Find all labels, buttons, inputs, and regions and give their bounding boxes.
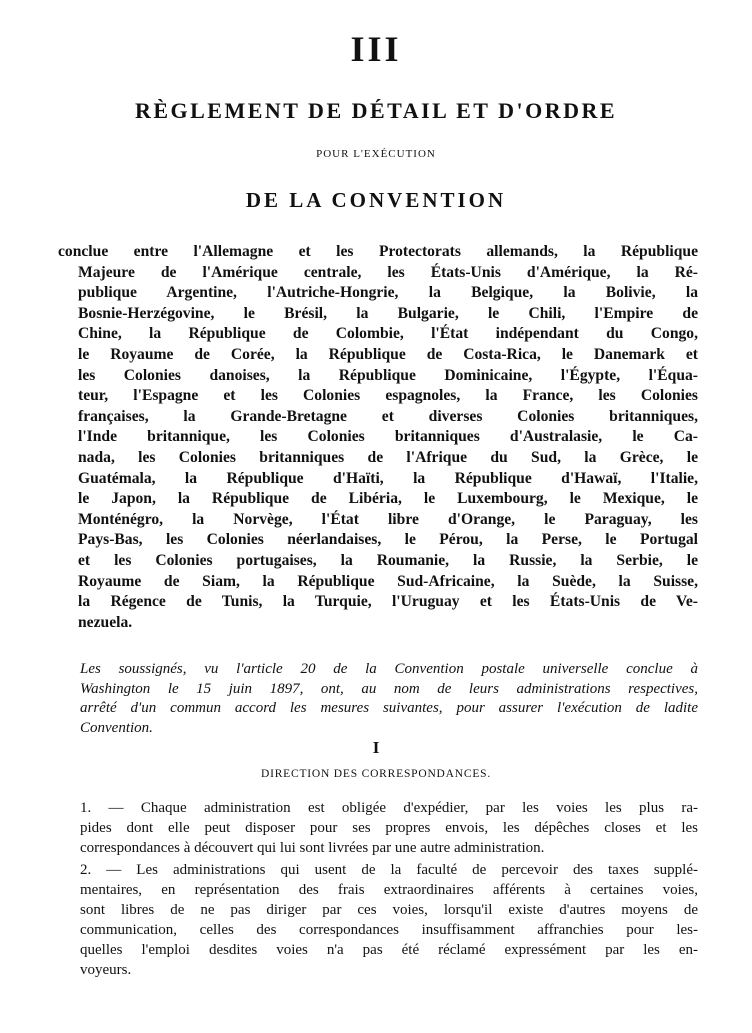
parties-line: teur, l'Espagne et les Colonies espagnoles, la France, les Colonies xyxy=(78,387,698,405)
preamble-line: Convention. xyxy=(80,719,153,736)
article-line: sont libres de ne pas diriger par ces voies, lorsqu'il existe d'autres moyens de xyxy=(80,902,698,918)
parties-line: l'Inde britannique, les Colonies britanniques d'Australasie, le Ca- xyxy=(78,428,698,446)
parties-line: Bosnie-Herzégovine, le Brésil, la Bulgarie, le Chili, l'Empire de xyxy=(78,304,698,322)
document-title: RÈGLEMENT DE DÉTAIL ET D'ORDRE xyxy=(134,98,618,123)
parties-paragraph xyxy=(58,242,698,633)
article-1 xyxy=(80,798,698,858)
document-subtitle: POUR L'EXÉCUTION xyxy=(316,148,436,160)
parties-line: les Colonies danoises, la République Dominicaine, l'Égypte, l'Équa- xyxy=(78,366,698,384)
preamble-line: arrêté d'un commun accord les mesures suivantes, pour assurer l'exécution de ladite xyxy=(80,700,698,716)
preamble-line: Les soussignés, vu l'article 20 de la Convention postale universelle conclue à xyxy=(80,661,698,677)
article-2 xyxy=(80,860,698,980)
parties-line: Guatémala, la République d'Haïti, la République d'Hawaï, l'Italie, xyxy=(78,469,698,487)
parties-line: nezuela. xyxy=(78,613,133,631)
article-line: quelles l'emploi desdites voies n'a pas été réclamé expressément par les en- xyxy=(80,942,698,958)
parties-line: Pays-Bas, les Colonies néerlandaises, le Pérou, la Perse, le Portugal xyxy=(78,531,698,549)
parties-line: le Japon, la République de Libéria, le Luxembourg, le Mexique, le xyxy=(78,490,698,508)
document-title-convention: DE LA CONVENTION xyxy=(245,188,507,212)
parties-line: et les Colonies portugaises, la Roumanie, la Russie, la Serbie, le xyxy=(78,551,698,569)
article-line: voyeurs. xyxy=(80,962,132,978)
article-line: 2. — Les administrations qui usent de la faculté de percevoir des taxes supplé- xyxy=(80,862,698,878)
section-number: I xyxy=(372,738,380,757)
article-line: pides dont elle peut disposer pour ses propres envois, les dépêches closes et les xyxy=(80,820,698,836)
parties-line: Majeure de l'Amérique centrale, les États-Unis d'Amérique, la Ré- xyxy=(78,263,698,281)
preamble-line: Washington le 15 juin 1897, ont, au nom de leurs administrations respectives, xyxy=(80,680,698,697)
parties-line: le Royaume de Corée, la République de Costa-Rica, le Danemark et xyxy=(78,345,698,363)
article-line: mentaires, en représentation des frais extraordinaires afférents à certaines voies, xyxy=(80,882,698,898)
parties-line: Chine, la République de Colombie, l'État indépendant du Congo, xyxy=(78,325,698,343)
article-line: 1. — Chaque administration est obligée d'expédier, par les voies les plus ra- xyxy=(80,800,698,816)
article-line: communication, celles des correspondances insuffisamment affranchies pour les- xyxy=(80,922,698,938)
parties-line: publique Argentine, l'Autriche-Hongrie, la Belgique, la Bolivie, la xyxy=(78,284,698,302)
section-title: DIRECTION DES CORRESPONDANCES. xyxy=(260,768,492,780)
parties-line: nada, les Colonies britanniques de l'Afrique du Sud, la Grèce, le xyxy=(78,448,698,466)
preamble-paragraph xyxy=(80,660,698,738)
parties-line: la Régence de Tunis, la Turquie, l'Uruguay et les États-Unis de Ve- xyxy=(78,593,698,611)
chapter-numeral: III xyxy=(350,29,402,69)
parties-line: françaises, la Grande-Bretagne et diverses Colonies britanniques, xyxy=(78,407,698,425)
article-line: correspondances à découvert qui lui sont livrées par une autre administration. xyxy=(80,840,545,856)
parties-line: conclue entre l'Allemagne et les Protectorats allemands, la République xyxy=(58,243,698,260)
parties-line: Royaume de Siam, la République Sud-Africaine, la Suède, la Suisse, xyxy=(78,572,698,590)
parties-line: Monténégro, la Norvège, l'État libre d'Orange, le Paraguay, les xyxy=(78,510,698,528)
